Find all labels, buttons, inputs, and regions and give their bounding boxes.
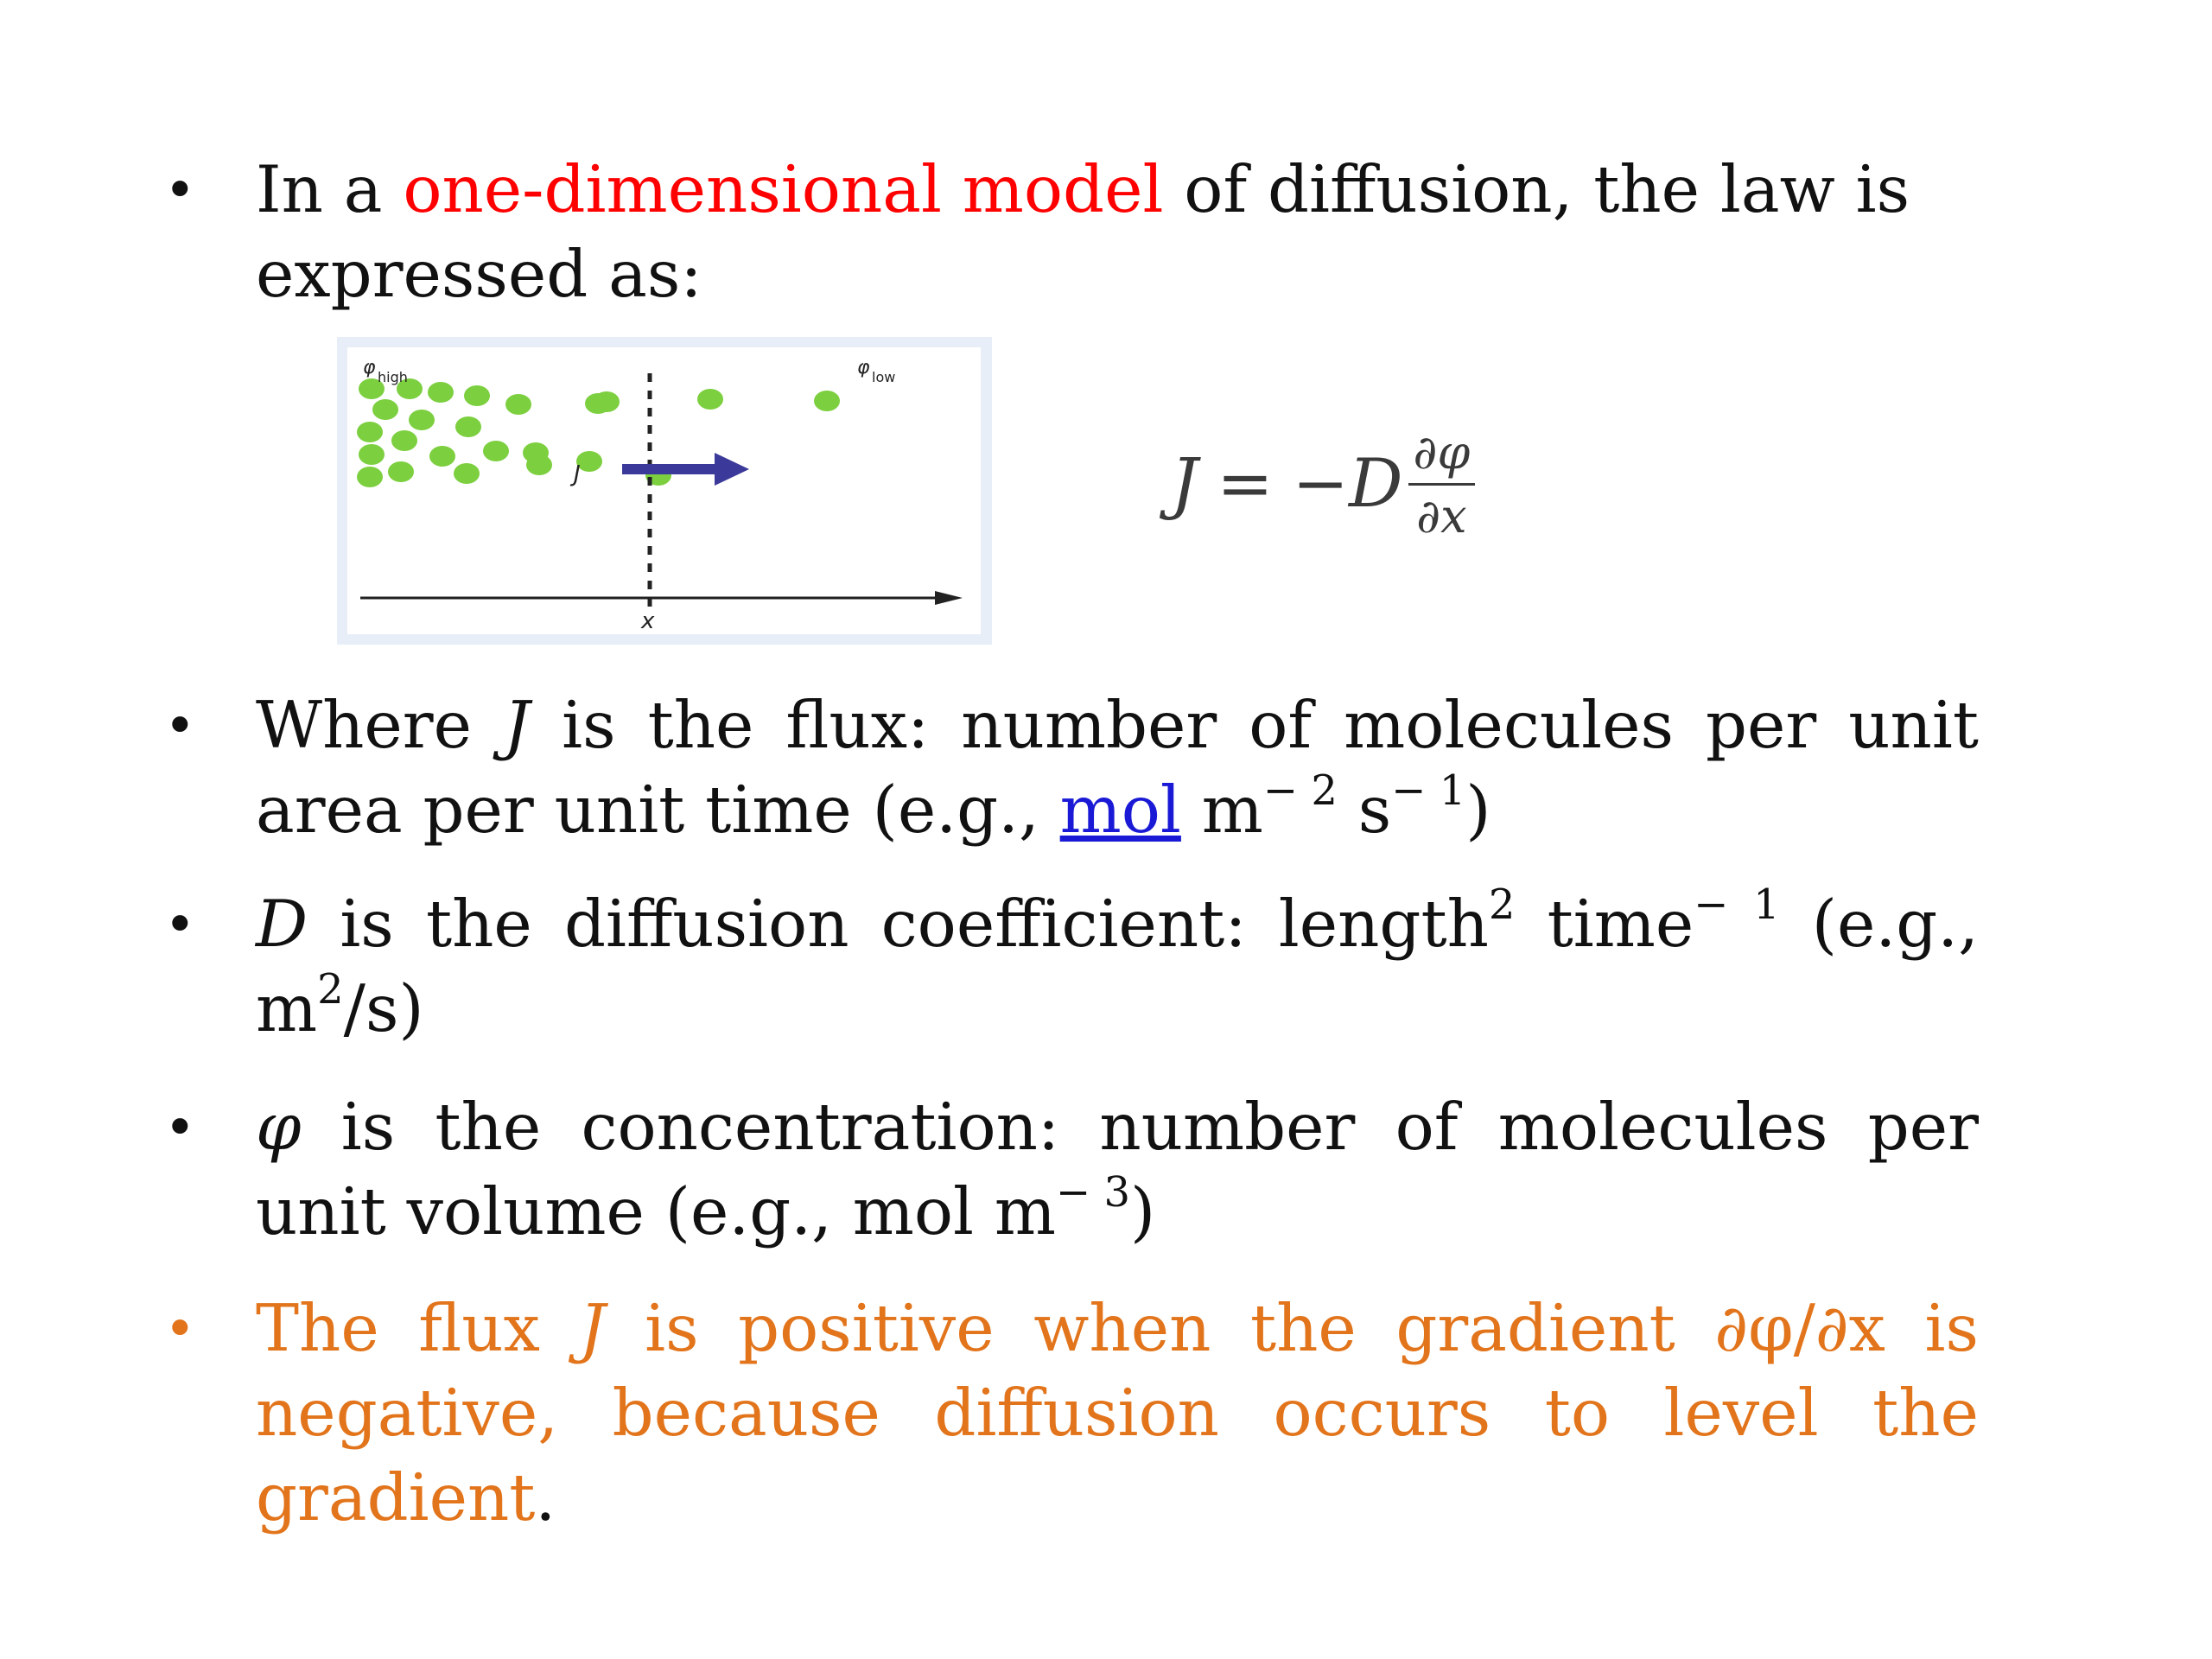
bullet-dot: • <box>164 694 196 757</box>
text-run: s <box>1337 772 1392 848</box>
particle <box>357 422 383 442</box>
superscript: 2 <box>1488 880 1516 929</box>
flux-arrow-shaft <box>622 464 717 474</box>
bullet-text <box>256 683 1979 852</box>
superscript: − 3 <box>1055 1168 1130 1217</box>
highlight-text: one-dimensional model <box>403 151 1164 227</box>
superscript: − 1 <box>1694 880 1780 929</box>
formula-coefficient: D <box>1349 445 1403 523</box>
bullet-text <box>256 1084 1979 1254</box>
flux-arrow-head-icon <box>715 453 749 486</box>
formula-fraction <box>1408 425 1476 543</box>
particle <box>585 393 611 414</box>
text-run: In a <box>256 151 404 227</box>
text-run: Where <box>256 687 505 763</box>
text-run: of diffusion, the law is expressed as: <box>256 151 1910 312</box>
bullet-dot: • <box>164 1297 196 1360</box>
superscript: 2 <box>317 965 344 1014</box>
particle <box>428 382 454 403</box>
ficks-law-formula <box>1171 415 1475 553</box>
particle <box>454 463 480 484</box>
bullet-dot: • <box>164 158 196 221</box>
particle <box>429 446 455 467</box>
particle <box>388 461 414 482</box>
particle <box>455 416 481 437</box>
text-run: J <box>504 687 531 763</box>
label-phi-high-sub: high <box>378 369 408 385</box>
particles <box>357 378 840 487</box>
diffusion-diagram <box>347 347 981 634</box>
particle <box>483 441 509 461</box>
bullet-dot: • <box>164 1096 196 1159</box>
diffusion-figure <box>337 337 992 645</box>
particle <box>505 394 531 415</box>
text-run: ) <box>1129 1173 1156 1249</box>
formula-denominator: ∂x <box>1416 488 1467 543</box>
text-run: is positive when the gradient ∂φ/∂x is negative, because diffusion occurs to level the gradient <box>256 1290 1979 1535</box>
superscript: − 1 <box>1391 766 1466 815</box>
formula-lhs: J <box>1171 445 1198 523</box>
particle <box>409 410 435 430</box>
formula-equals: = <box>1217 445 1274 523</box>
particle <box>357 467 383 487</box>
particle <box>814 391 840 411</box>
text-run: . <box>535 1459 556 1535</box>
text-run: (e.g., m <box>256 886 1979 1046</box>
text-run: The flux <box>256 1290 580 1366</box>
text-run: /s) <box>343 970 424 1046</box>
text-run: is the flux: number of molecules per unit area per unit time (e.g., <box>256 687 1979 848</box>
text-run: is the diffusion coefficient: length <box>308 886 1489 962</box>
label-flux-j: J <box>574 461 581 487</box>
text-run: is the concentration: number of molecules per unit volume (e.g., mol m <box>256 1089 1979 1249</box>
particle <box>372 399 398 420</box>
text-run: time <box>1515 886 1694 962</box>
bullet-text <box>256 1286 1979 1540</box>
label-axis-x: x <box>641 608 655 634</box>
particle <box>526 454 552 475</box>
particle <box>391 430 417 451</box>
text-run: J <box>579 1290 606 1366</box>
text-run: φ <box>256 1089 302 1165</box>
label-phi-low: φ <box>857 357 870 378</box>
particle <box>359 444 385 465</box>
formula-numerator: ∂φ <box>1413 424 1471 480</box>
bullet-dot: • <box>164 893 196 956</box>
superscript: − 2 <box>1262 766 1338 815</box>
formula-sign: − <box>1292 445 1349 523</box>
particle <box>464 385 490 406</box>
bullet-text <box>256 147 1979 316</box>
x-axis-arrowhead-icon <box>935 591 963 605</box>
bullet-text <box>256 881 1979 1051</box>
particle <box>697 389 723 410</box>
label-phi-high: φ <box>363 357 376 378</box>
label-phi-low-sub: low <box>872 369 896 385</box>
text-run: m <box>1180 772 1263 848</box>
text-run: D <box>256 886 308 962</box>
text-run: ) <box>1465 772 1491 848</box>
mol-link[interactable]: mol <box>1059 772 1181 848</box>
